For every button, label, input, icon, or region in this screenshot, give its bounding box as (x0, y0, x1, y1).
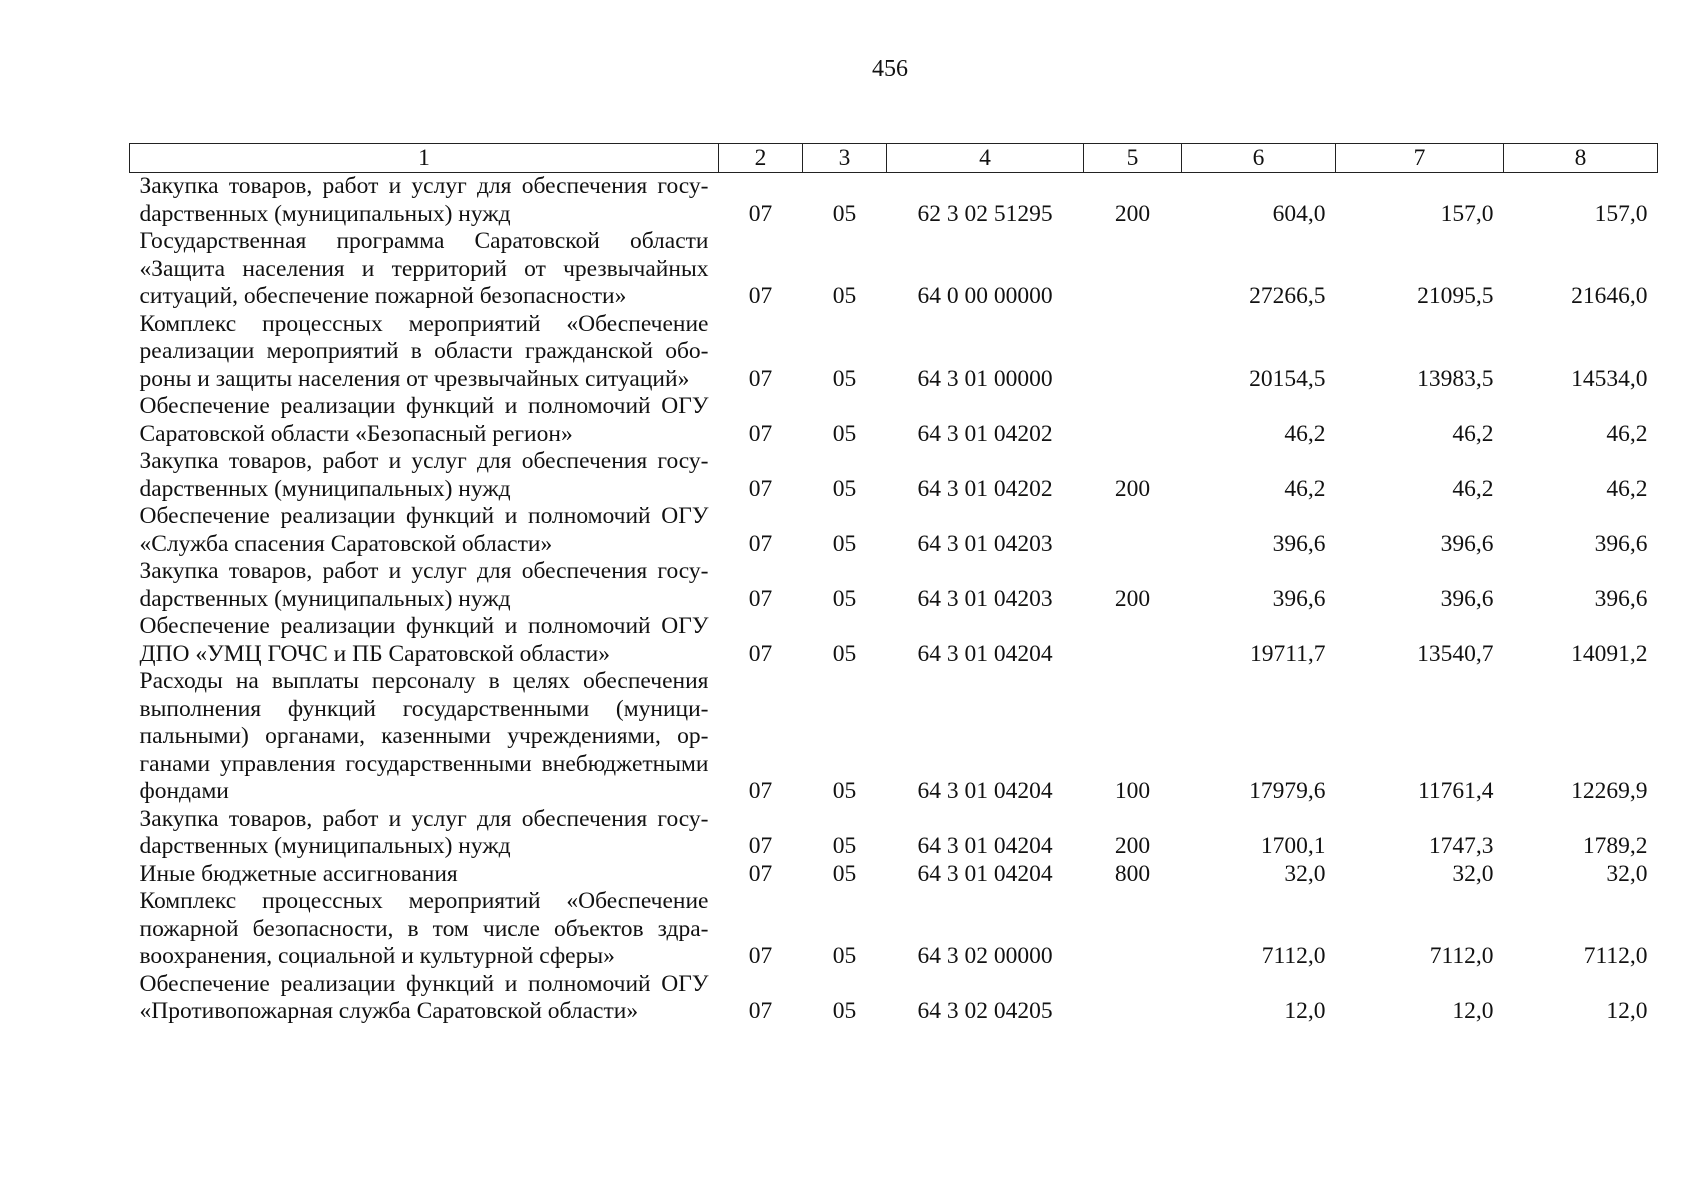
table-header (130, 144, 1658, 173)
row-section-code: 07 (748, 365, 773, 392)
row-expense-type-code: 200 (1114, 475, 1151, 502)
row-description: Обеспечение реализации функций и полномочий ОГУ Саратовской области «Безопасный регион» (139, 393, 709, 447)
row-amount-3: 21646,0 (1571, 283, 1648, 309)
row-description: Комплекс процессных мероприятий «Обеспечение реализации мероприятий в области гражданской обороны и защиты населения от чрезвычайных ситуаций» (139, 310, 709, 392)
row-section-code: 07 (748, 833, 773, 859)
row-amount-1: 12,0 (1284, 998, 1326, 1024)
row-amount-3: 1789,2 (1582, 833, 1648, 859)
table-row (130, 613, 1658, 668)
row-expense-type-code: 200 (1114, 585, 1151, 612)
row-subsection-code: 05 (832, 365, 857, 392)
table-row (130, 311, 1658, 394)
row-subsection-code: 05 (832, 530, 857, 557)
row-target-article-code: 64 3 01 04204 (917, 778, 1053, 804)
row-target-article-code: 64 3 01 00000 (917, 365, 1053, 392)
row-amount-2: 7112,0 (1429, 943, 1494, 969)
row-amount-3: 32,0 (1606, 860, 1648, 887)
row-expense-type-code (1084, 228, 1182, 311)
row-subsection-code: 05 (832, 283, 857, 309)
row-description: Комплекс процессных мероприятий «Обеспечение пожарной безопасности, в том числе объектов здравоохранения, социальной и культурной сферы» (139, 888, 709, 969)
header-cell-amount-2: 7 (1336, 144, 1504, 173)
row-amount-3: 14534,0 (1571, 365, 1648, 392)
table-body (130, 173, 1658, 1026)
row-amount-3: 46,2 (1606, 475, 1648, 502)
row-amount-2: 157,0 (1440, 200, 1494, 227)
row-amount-3: 396,6 (1594, 585, 1648, 612)
row-description: Обеспечение реализации функций и полномочий ОГУ ДПО «УМЦ ГОЧС и ПБ Саратовской области» (139, 613, 709, 667)
row-amount-1: 1700,1 (1260, 833, 1326, 859)
row-amount-1: 46,2 (1284, 475, 1326, 502)
table-row (130, 173, 1658, 229)
row-amount-1: 27266,5 (1249, 283, 1326, 309)
row-target-article-code: 64 0 00 00000 (917, 283, 1053, 309)
row-section-code: 07 (748, 778, 773, 804)
row-subsection-code: 05 (832, 860, 857, 887)
row-target-article-code: 62 3 02 51295 (917, 200, 1053, 227)
table-row (130, 558, 1658, 613)
row-expense-type-code (1084, 393, 1182, 448)
row-amount-1: 17979,6 (1249, 778, 1326, 804)
row-amount-1: 46,2 (1284, 420, 1326, 447)
row-amount-2: 1747,3 (1428, 833, 1494, 859)
row-amount-3: 46,2 (1606, 420, 1648, 447)
row-description: Закупка товаров, работ и услуг для обеспечения госуdарственных (муниципальных) нужд (139, 805, 709, 859)
row-target-article-code: 64 3 01 04202 (917, 420, 1053, 447)
row-amount-2: 396,6 (1440, 585, 1494, 612)
row-amount-3: 12269,9 (1571, 778, 1648, 804)
row-section-code: 07 (748, 998, 773, 1024)
table-row (130, 503, 1658, 558)
row-description: Расходы на выплаты персоналу в целях обеспечения выполнения функций государственными (муниципальными) органами, казенными учреждениями, органами управления государственными внебюджетными фондами (139, 668, 709, 804)
row-target-article-code: 64 3 01 04204 (917, 640, 1053, 667)
row-section-code: 07 (748, 860, 773, 887)
row-section-code: 07 (748, 475, 773, 502)
row-description: Закупка товаров, работ и услуг для обеспечения госуdарственных (муниципальных) нужд (139, 448, 709, 502)
table-row (130, 888, 1658, 971)
row-expense-type-code (1084, 311, 1182, 394)
row-subsection-code: 05 (832, 998, 857, 1024)
budget-table (129, 143, 1658, 1026)
row-target-article-code: 64 3 02 04205 (917, 998, 1053, 1024)
row-expense-type-code (1084, 613, 1182, 668)
row-target-article-code: 64 3 01 04204 (917, 833, 1053, 859)
row-section-code: 07 (748, 283, 773, 309)
row-description: Государственная программа Саратовской области «Защита населения и территорий от чрезвычайных ситуаций, обеспечение пожарной безопасности» (139, 228, 709, 309)
row-amount-1: 20154,5 (1249, 365, 1326, 392)
row-expense-type-code: 800 (1114, 860, 1151, 887)
row-amount-2: 46,2 (1452, 475, 1494, 502)
row-target-article-code: 64 3 01 04202 (917, 475, 1053, 502)
row-subsection-code: 05 (832, 640, 857, 667)
table-row (130, 228, 1658, 311)
header-cell-target-article: 4 (887, 144, 1084, 173)
row-description: Иные бюджетные ассигнования (139, 860, 458, 887)
row-amount-3: 7112,0 (1583, 943, 1648, 969)
table-row (130, 668, 1658, 806)
row-subsection-code: 05 (832, 475, 857, 502)
row-description: Обеспечение реализации функций и полномочий ОГУ «Служба спасения Саратовской области» (139, 503, 709, 557)
row-target-article-code: 64 3 02 00000 (917, 943, 1053, 969)
row-amount-3: 396,6 (1594, 530, 1648, 557)
row-expense-type-code (1084, 503, 1182, 558)
row-target-article-code: 64 3 01 04203 (917, 530, 1053, 557)
row-expense-type-code (1084, 971, 1182, 1026)
table-row (130, 971, 1658, 1026)
row-section-code: 07 (748, 640, 773, 667)
row-amount-2: 46,2 (1452, 420, 1494, 447)
table-row (130, 861, 1658, 889)
row-amount-3: 157,0 (1594, 200, 1648, 227)
row-target-article-code: 64 3 01 04203 (917, 585, 1053, 612)
row-amount-1: 7112,0 (1261, 943, 1326, 969)
table-row (130, 393, 1658, 448)
table-row (130, 448, 1658, 503)
row-amount-2: 32,0 (1452, 860, 1494, 887)
table-row (130, 806, 1658, 861)
row-amount-3: 14091,2 (1571, 640, 1648, 667)
row-description: Обеспечение реализации функций и полномочий ОГУ «Противопожарная служба Саратовской области» (139, 970, 709, 1024)
header-cell-section: 2 (719, 144, 803, 173)
row-amount-1: 32,0 (1284, 860, 1326, 887)
row-subsection-code: 05 (832, 200, 857, 227)
row-section-code: 07 (748, 420, 773, 447)
header-cell-subsection: 3 (803, 144, 887, 173)
row-amount-2: 13983,5 (1417, 365, 1494, 392)
header-cell-amount-1: 6 (1182, 144, 1336, 173)
row-amount-1: 396,6 (1272, 585, 1326, 612)
row-target-article-code: 64 3 01 04204 (917, 860, 1053, 887)
row-description: Закупка товаров, работ и услуг для обеспечения госуdарственных (муниципальных) нужд (139, 558, 709, 612)
row-expense-type-code: 200 (1114, 200, 1151, 227)
row-section-code: 07 (748, 943, 773, 969)
row-amount-2: 21095,5 (1417, 283, 1494, 309)
row-amount-2: 12,0 (1452, 998, 1494, 1024)
row-description: Закупка товаров, работ и услуг для обеспечения госуdарственных (муниципальных) нужд (139, 173, 709, 227)
row-amount-1: 396,6 (1272, 530, 1326, 557)
row-amount-2: 11761,4 (1417, 778, 1494, 804)
header-cell-name: 1 (130, 144, 719, 173)
row-section-code: 07 (748, 200, 773, 227)
row-subsection-code: 05 (832, 833, 857, 859)
row-subsection-code: 05 (832, 778, 857, 804)
row-subsection-code: 05 (832, 420, 857, 447)
row-expense-type-code (1084, 888, 1182, 971)
row-section-code: 07 (748, 585, 773, 612)
header-cell-expense-type: 5 (1084, 144, 1182, 173)
row-amount-1: 19711,7 (1249, 640, 1326, 667)
page-number: 456 (872, 56, 908, 82)
row-expense-type-code: 200 (1114, 833, 1151, 859)
header-cell-amount-3: 8 (1504, 144, 1658, 173)
header-row (130, 144, 1658, 173)
row-amount-3: 12,0 (1606, 998, 1648, 1024)
row-amount-1: 604,0 (1272, 200, 1326, 227)
row-expense-type-code: 100 (1114, 778, 1151, 804)
row-section-code: 07 (748, 530, 773, 557)
row-amount-2: 396,6 (1440, 530, 1494, 557)
row-subsection-code: 05 (832, 943, 857, 969)
row-subsection-code: 05 (832, 585, 857, 612)
row-amount-2: 13540,7 (1417, 640, 1494, 667)
